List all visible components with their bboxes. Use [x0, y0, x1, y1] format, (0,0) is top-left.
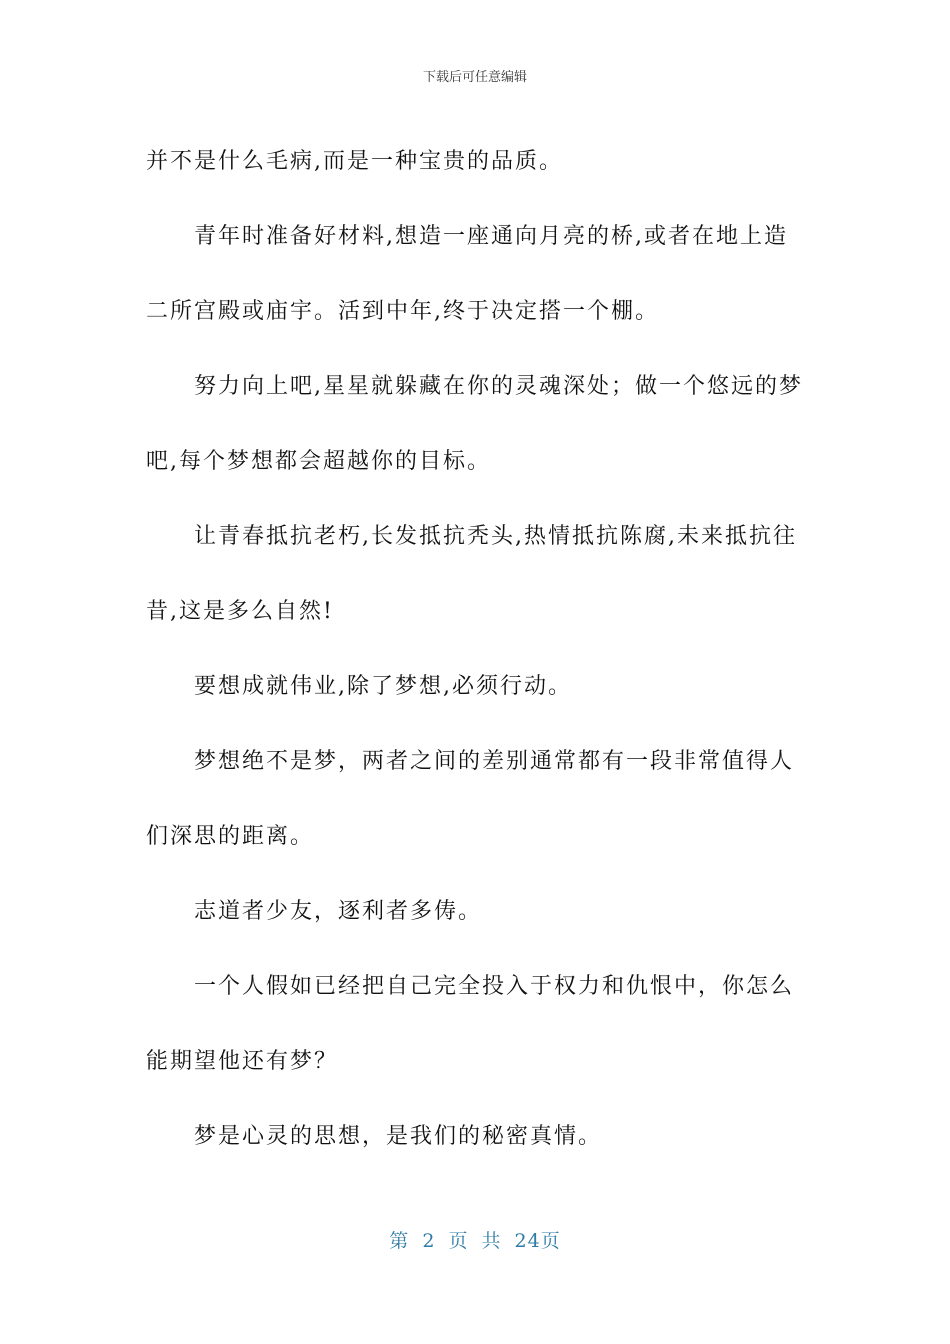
text-line: 努力向上吧,星星就躲藏在你的灵魂深处；做一个悠远的梦	[194, 374, 803, 399]
text-line: 并不是什么毛病,而是一种宝贵的品质。	[146, 149, 563, 174]
text-line: 梦是心灵的思想，是我们的秘密真情。	[194, 1124, 603, 1149]
text-line: 能期望他还有梦？	[146, 1049, 339, 1074]
text-line: 二所宫殿或庙宇。活到中年,终于决定搭一个棚。	[146, 299, 659, 324]
text-line: 吧,每个梦想都会超越你的目标。	[146, 449, 491, 474]
text-line: 要想成就伟业,除了梦想,必须行动。	[194, 674, 572, 699]
text-line: 梦想绝不是梦，两者之间的差别通常都有一段非常值得人	[194, 749, 795, 774]
text-line: 昔,这是多么自然!	[146, 599, 334, 624]
text-line: 志道者少友，逐利者多俦。	[194, 899, 483, 924]
text-line: 青年时准备好材料,想造一座通向月亮的桥,或者在地上造	[194, 224, 788, 249]
text-line: 们深思的距离。	[146, 824, 315, 849]
page-header: 下载后可任意编辑	[422, 70, 527, 85]
document-body	[146, 124, 816, 1174]
text-line: 一个人假如已经把自己完全投入于权力和仇恨中，你怎么	[194, 974, 795, 999]
page-number-footer: 第 2 页 共 24页	[389, 1230, 561, 1252]
text-line: 让青春抵抗老朽,长发抵抗秃头,热情抵抗陈腐,未来抵抗往	[194, 524, 797, 549]
